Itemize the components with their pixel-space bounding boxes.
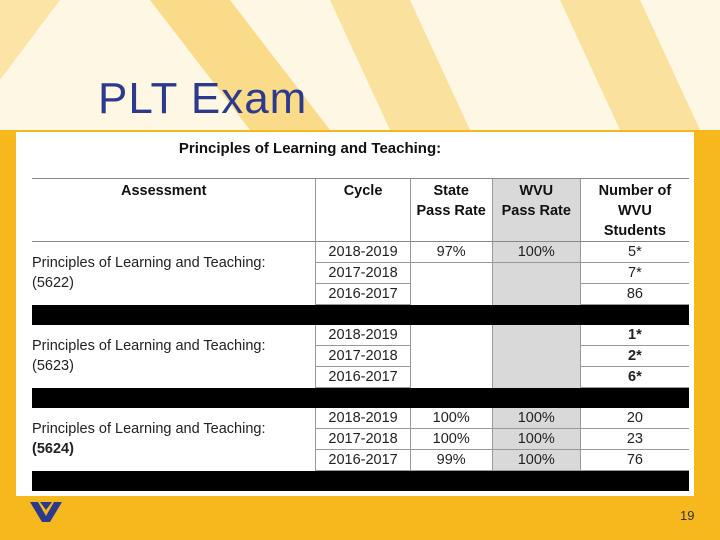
state-rate-cell [410,284,492,305]
table-row [32,242,689,263]
cycle-cell: 2017-2018 [316,346,410,367]
separator-row [32,305,689,326]
assessment-cell: Principles of Learning and Teaching: (5624) [32,421,266,458]
state-rate-cell: 99% [410,450,492,471]
page-number: 19 [680,508,695,523]
wvu-rate-cell [492,325,580,346]
state-rate-cell: 100% [410,408,492,429]
cycle-cell: 2018-2019 [316,408,410,429]
table-row [32,408,689,429]
state-rate-cell [410,263,492,284]
wvu-rate-cell: 100% [492,450,580,471]
header-state-pass-rate: State Pass Rate [410,179,492,242]
state-rate-cell [410,367,492,388]
header-number-of-students: Number of WVU Students [580,179,689,242]
table-header-row [32,179,689,242]
state-rate-cell: 97% [410,242,492,263]
state-rate-cell [410,325,492,346]
students-cell: 76 [580,450,689,471]
wvu-logo-icon [30,500,62,524]
cycle-cell: 2018-2019 [316,325,410,346]
students-cell: 86 [580,284,689,305]
cycle-cell: 2016-2017 [316,367,410,388]
state-rate-cell: 100% [410,429,492,450]
separator-bar [32,305,689,326]
students-cell: 1* [580,325,689,346]
table-panel [16,132,694,496]
wvu-rate-cell [492,367,580,388]
table-title: Principles of Learning and Teaching: [178,140,442,157]
students-cell: 23 [580,429,689,450]
assessment-cell: Principles of Learning and Teaching: (5623) [32,338,266,375]
table-row [32,325,689,346]
results-table [32,178,689,491]
students-cell: 7* [580,263,689,284]
separator-row [32,388,689,409]
wvu-rate-cell: 100% [492,429,580,450]
wvu-rate-cell [492,346,580,367]
separator-bar [32,388,689,409]
cycle-cell: 2016-2017 [316,450,410,471]
header-cycle: Cycle [316,179,410,242]
students-cell: 5* [580,242,689,263]
slide-title: PLT Exam [98,74,308,123]
students-cell: 6* [580,367,689,388]
cycle-cell: 2017-2018 [316,263,410,284]
cycle-cell: 2018-2019 [316,242,410,263]
separator-bar [32,471,689,492]
cycle-cell: 2017-2018 [316,429,410,450]
students-cell: 20 [580,408,689,429]
header-wvu-pass-rate: WVU Pass Rate [492,179,580,242]
wvu-rate-cell: 100% [492,408,580,429]
cycle-cell: 2016-2017 [316,284,410,305]
assessment-cell: Principles of Learning and Teaching: (5622) [32,255,266,292]
wvu-rate-cell [492,263,580,284]
wvu-rate-cell: 100% [492,242,580,263]
separator-row [32,471,689,492]
wvu-rate-cell [492,284,580,305]
state-rate-cell [410,346,492,367]
header-assessment: Assessment [32,179,316,242]
students-cell: 2* [580,346,689,367]
